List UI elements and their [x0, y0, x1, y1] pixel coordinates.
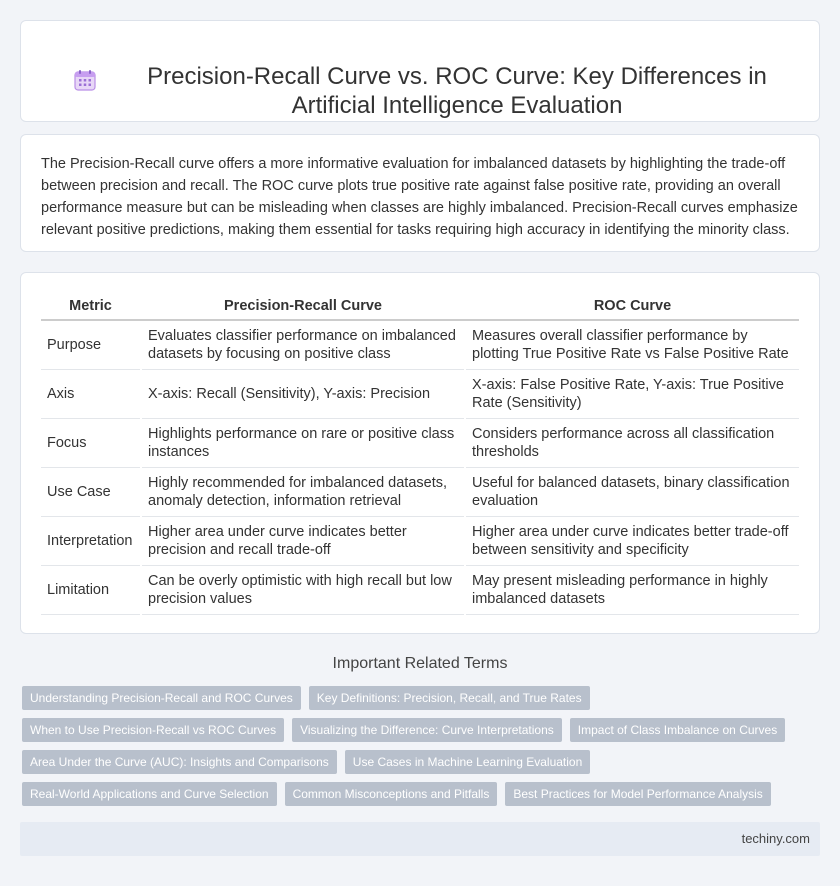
tag-row	[22, 686, 812, 710]
related-term-tag[interactable]: Best Practices for Model Performance Analysis	[505, 782, 770, 806]
table-row	[41, 419, 799, 468]
tag-row	[22, 718, 812, 742]
table-row	[41, 517, 799, 566]
precision-recall-cell: Highlights performance on rare or positive class instances	[141, 419, 465, 468]
related-term-tag[interactable]: Key Definitions: Precision, Recall, and True Rates	[309, 686, 590, 710]
header-roc: ROC Curve	[465, 293, 799, 320]
table-row	[41, 566, 799, 615]
roc-cell: Higher area under curve indicates better trade-off between sensitivity and specificity	[465, 517, 799, 566]
tag-row	[22, 782, 812, 806]
metric-cell: Limitation	[41, 566, 141, 615]
precision-recall-cell: Can be overly optimistic with high recall but low precision values	[141, 566, 465, 615]
footer	[20, 822, 820, 856]
roc-cell: X-axis: False Positive Rate, Y-axis: True Positive Rate (Sensitivity)	[465, 370, 799, 419]
related-term-tag[interactable]: Understanding Precision-Recall and ROC Curves	[22, 686, 301, 710]
page-title: Precision-Recall Curve vs. ROC Curve: Key Differences in Artificial Intelligence Evaluation	[147, 63, 767, 119]
metric-cell: Interpretation	[41, 517, 141, 566]
precision-recall-cell: Highly recommended for imbalanced datasets, anomaly detection, information retrieval	[141, 468, 465, 517]
metric-cell: Axis	[41, 370, 141, 419]
related-term-tag[interactable]: Visualizing the Difference: Curve Interpretations	[292, 718, 562, 742]
metric-cell: Use Case	[41, 468, 141, 517]
header-precision-recall: Precision-Recall Curve	[141, 293, 465, 320]
precision-recall-cell: Evaluates classifier performance on imbalanced datasets by focusing on positive class	[141, 320, 465, 370]
tag-row	[22, 750, 812, 774]
title-card	[20, 20, 820, 122]
calendar-icon	[73, 68, 97, 92]
metric-cell: Focus	[41, 419, 141, 468]
table-header-row	[41, 293, 799, 320]
related-term-tag[interactable]: Real-World Applications and Curve Selection	[22, 782, 277, 806]
table-row	[41, 468, 799, 517]
table-row	[41, 320, 799, 370]
related-term-tag[interactable]: Area Under the Curve (AUC): Insights and Comparisons	[22, 750, 337, 774]
related-term-tag[interactable]: Common Misconceptions and Pitfalls	[285, 782, 498, 806]
related-term-tag[interactable]: When to Use Precision-Recall vs ROC Curves	[22, 718, 284, 742]
related-term-tag[interactable]: Use Cases in Machine Learning Evaluation	[345, 750, 590, 774]
summary-text: The Precision-Recall curve offers a more informative evaluation for imbalanced datasets by highlighting the trade-off between precision and recall. The ROC curve plots true positive rate against false positive rate, providing an overall performance measure but can be misleading when classes are highly imbalanced. Precision-Recall curves emphasize relevant positive predictions, making them essential for tasks requiring high accuracy in identifying the minority class.	[41, 156, 798, 238]
comparison-table	[41, 293, 799, 615]
summary-card	[20, 134, 820, 252]
precision-recall-cell: X-axis: Recall (Sensitivity), Y-axis: Precision	[141, 370, 465, 419]
related-term-tag[interactable]: Impact of Class Imbalance on Curves	[570, 718, 785, 742]
roc-cell: Useful for balanced datasets, binary classification evaluation	[465, 468, 799, 517]
footer-site: techiny.com	[741, 831, 810, 846]
related-terms-tags	[22, 686, 812, 814]
roc-cell: May present misleading performance in highly imbalanced datasets	[465, 566, 799, 615]
related-terms-title: Important Related Terms	[332, 655, 508, 672]
metric-cell: Purpose	[41, 320, 141, 370]
roc-cell: Considers performance across all classification thresholds	[465, 419, 799, 468]
comparison-table-card	[20, 272, 820, 634]
table-row	[41, 370, 799, 419]
roc-cell: Measures overall classifier performance by plotting True Positive Rate vs False Positive Rate	[465, 320, 799, 370]
precision-recall-cell: Higher area under curve indicates better precision and recall trade-off	[141, 517, 465, 566]
header-metric: Metric	[41, 293, 141, 320]
